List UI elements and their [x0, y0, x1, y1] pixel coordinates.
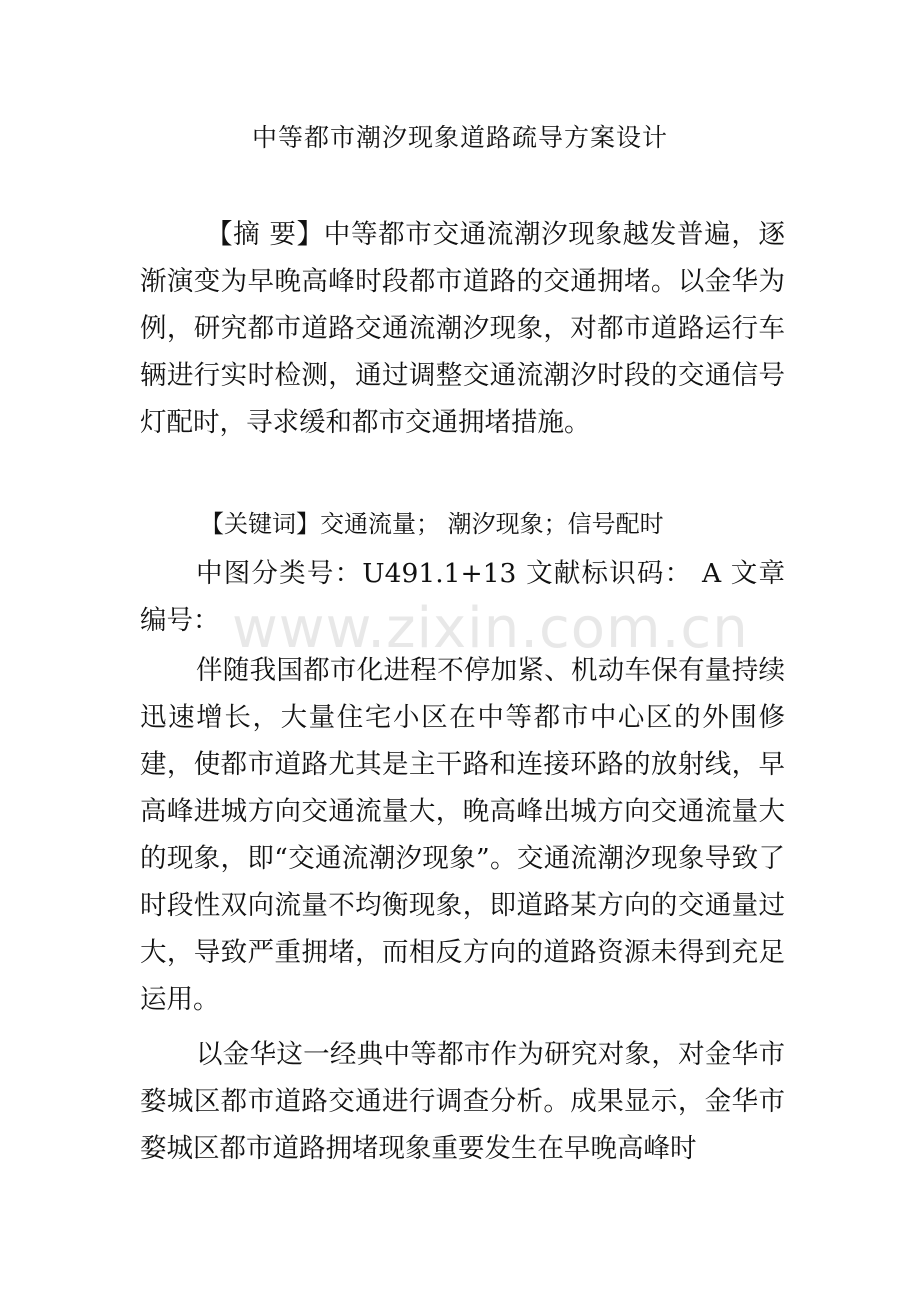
keywords-line [200, 504, 664, 544]
classification-line: 中图分类号：U491.1+13 文献标识码： A 文章编号： [140, 558, 785, 636]
abstract-label: 【摘 要】 [206, 219, 324, 250]
keywords-text: 交通流量； 潮汐现象；信号配时 [320, 510, 664, 538]
abstract-text: 中等都市交通流潮汐现象越发普遍，逐渐演变为早晚高峰时段都市道路的交通拥堵。以金华为例，研究都市道路交通流潮汐现象，对都市道路运行车辆进行实时检测，通过调整交通流潮汐时段的交通信号灯配时，寻求缓和都市交通拥堵措施。 [140, 219, 785, 438]
document-title: 中等都市潮汐现象道路疏导方案设计 [251, 123, 668, 152]
keywords-label: 【关键词】 [200, 510, 320, 538]
body-paragraph-1: 伴随我国都市化进程不停加紧、机动车保有量持续迅速增长，大量住宅小区在中等都市中心区的外围修建，使都市道路尤其是主干路和连接环路的放射线，早高峰进城方向交通流量大，晚高峰出城方向交通流量大的现象，即“交通流潮汐现象”。交通流潮汐现象导致了时段性双向流量不均衡现象，即道路某方向的交通量过大，导致严重拥堵，而相反方向的道路资源未得到充足运用。 [140, 655, 785, 1015]
abstract-paragraph [140, 211, 785, 446]
body-paragraph-2: 以金华这一经典中等都市作为研究对象，对金华市婺城区都市道路交通进行调查分析。成果显示，金华市婺城区都市道路拥堵现象重要发生在早晚高峰时 [140, 1039, 785, 1164]
watermark: www.zixin.com.cn [232, 596, 749, 661]
